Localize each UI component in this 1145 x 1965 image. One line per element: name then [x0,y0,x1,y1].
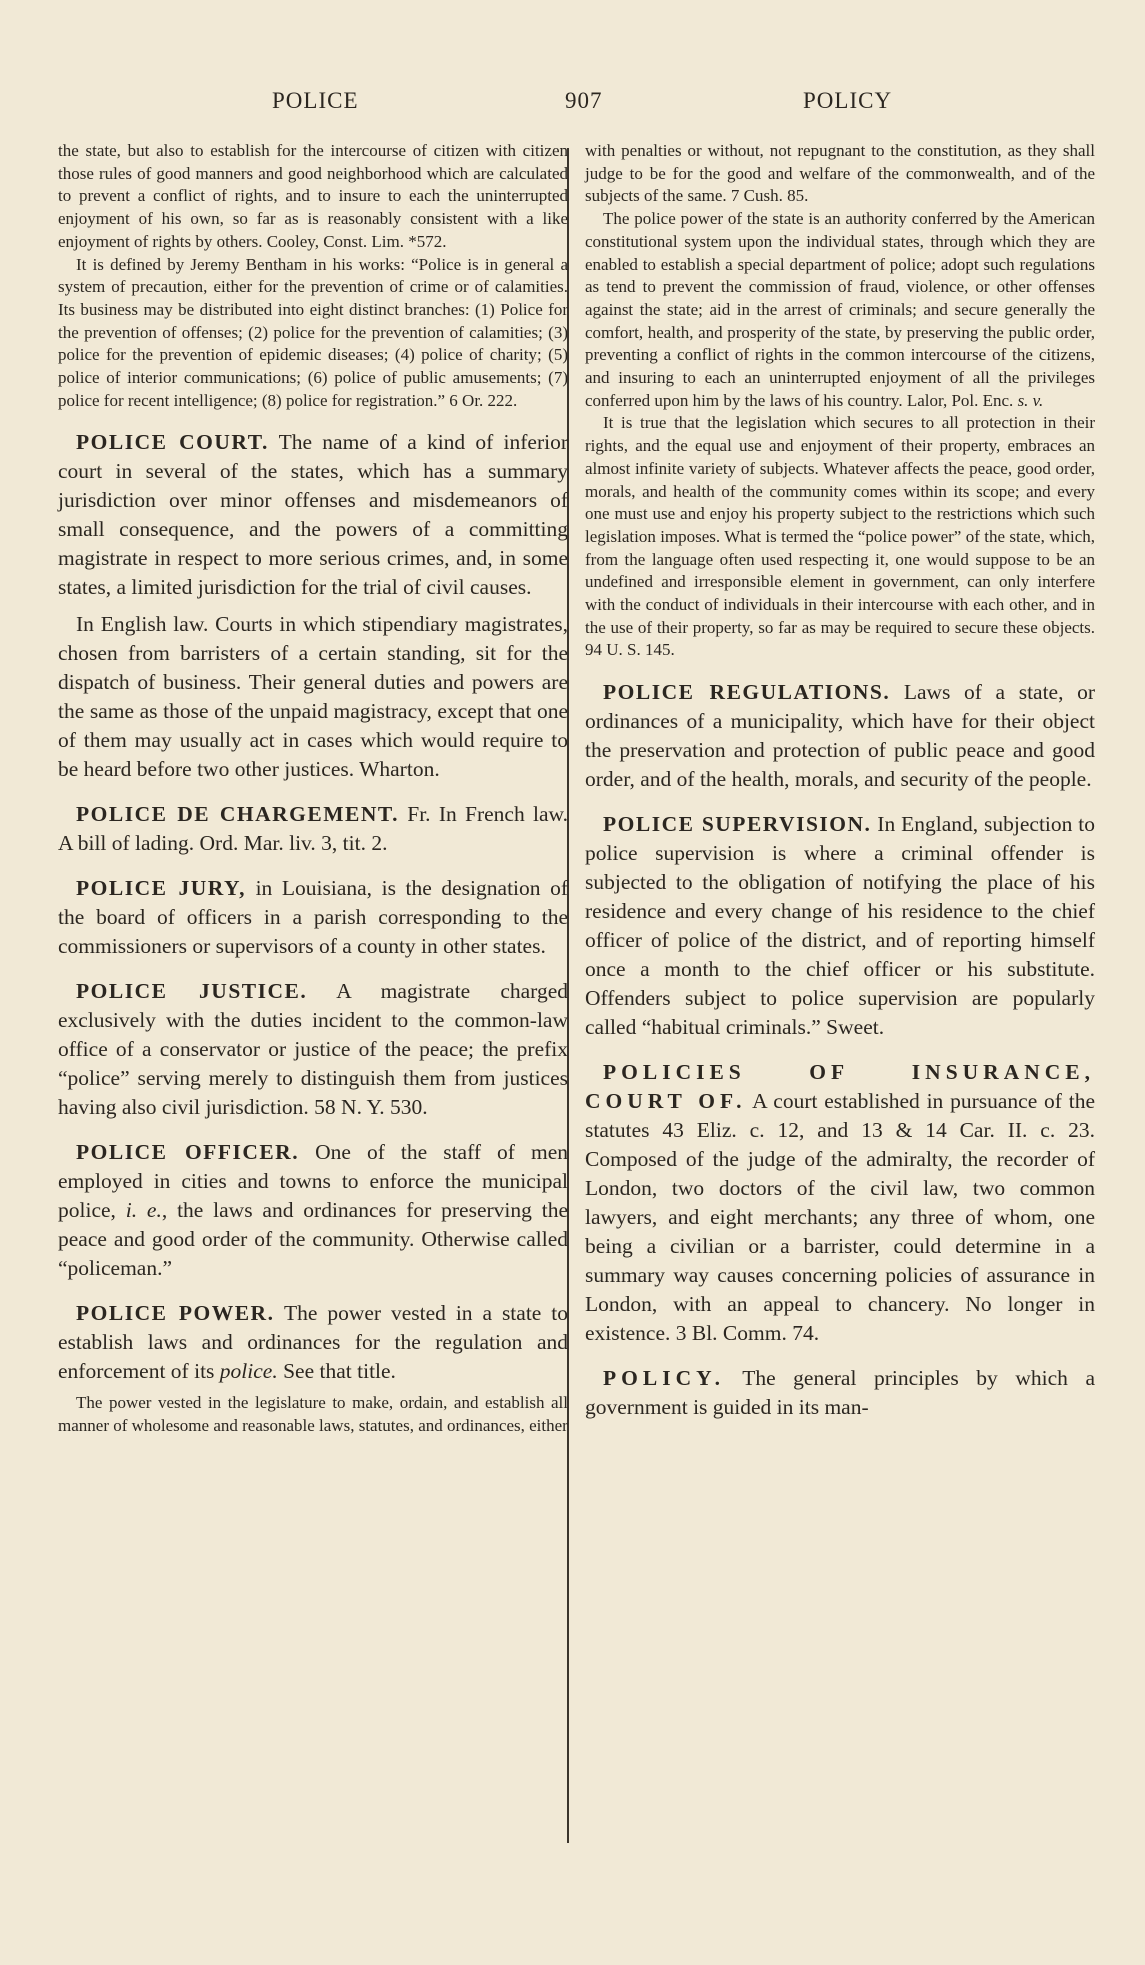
entry-police-supervision [585,810,1095,1042]
entry-definition-cont: See that title. [277,1359,396,1384]
entry-body [58,428,568,602]
entry-body [58,977,568,1122]
entry-body [58,800,568,858]
entry-policies-of-insurance [585,1058,1095,1348]
entry-term: POLICE SUPERVISION. [603,812,872,837]
entry-term: POLICE DE CHARGEMENT. [76,802,399,827]
page-header [0,88,1145,118]
entry-police-court [58,428,568,784]
entry-definition: In England, subjection to police supervision is where a criminal offender is subjected to the obligation of notifying the place of his residence and every change of his residence to the chief officer of police of the district, and of reporting himself once a month to the chief officer or his substitute. Offenders subject to police supervision are popularly called “habitual criminals.” Sweet. [585,812,1095,1040]
entry-term: POLICIES OF INSURANCE, COURT OF. [585,1060,1095,1114]
sub-verbo: s. v. [1017,390,1044,410]
left-guide-word: POLICE [272,88,359,113]
right-column [585,140,1095,1422]
police-power-quote: The power vested in the legislature to make, ordain, and establish all manner of wholesome and reasonable laws, statutes, and ordinances, either [58,1393,568,1436]
entry-police-jury [58,874,568,961]
entry-police-power [58,1299,568,1437]
entry-body [58,1299,568,1386]
entry-police-de-chargement [58,800,568,858]
bentham-definition: It is defined by Jeremy Bentham in his works: “Police is in general a system of precaution, either for the prevention of crime or of calamities. Its business may be distributed into eight distinct branches: (1) Police for the prevention of offenses; (2) police for the prevention of calamities; (3) police for the prevention of epidemic diseases; (4) police of charity; (5) police of interior communications; (6) police of public amusements; (7) police for recent intelligence; (8) police for registration.” 6 Or. 222. [58,254,568,410]
police-power-scope: It is true that the legislation which secures to all protection in their rights, and the equal use and enjoyment of their property, embraces an almost infinite variety of subjects. Whatever affects the peace, good order, morals, and health of the community comes within its scope; and every one must use and enjoy his property subject to the restrictions which such legislation imposes. What is termed the “police power” of the state, which, from the language often used respecting it, one would suppose to be an undefined and irresponsible element in government, can only interfere with the conduct of individuals in their intercourse with each other, and in the use of their property, so far as may be required to secure these objects. 94 U. S. 145. [585,413,1095,660]
entry-definition-cont: , the laws and ordinances for preserving the peace and good order of the community. Otherwise called “policeman.” [58,1198,568,1281]
continued-paragraph: the state, but also to establish for the intercourse of citizen with citizen those rules of good manners and good neighborhood which are calculated to prevent a conflict of rights, and to insure to each the uninterrupted enjoyment of his own, so far as is reasonably consistent with a like enjoyment of rights by others. Cooley, Const. Lim. *572. [58,141,568,251]
police-power-definition [585,208,1095,412]
abbreviation-ie: i. e. [125,1198,162,1223]
entry-body [585,810,1095,1042]
entry-body [585,1364,1095,1422]
entry-definition: Fr. In French law. A bill of lading. Ord. Mar. liv. 3, tit. 2. [58,802,568,856]
entry-term: POLICE REGULATIONS. [603,680,891,705]
left-column [58,140,568,1438]
english-law-paragraph: In English law. Courts in which stipendiary magistrates, chosen from barristers of a certain standing, sit for the dispatch of business. Their general duties and powers are the same as those of the unpaid magistracy, except that one of them may usually act in cases which would require to be heard before two other justices. Wharton. [58,612,568,782]
entry-definition: A magistrate charged exclusively with the duties incident to the common-law office of a conservator or justice of the peace; the prefix “police” serving merely to distinguish them from justices having also civil jurisdiction. 58 N. Y. 530. [58,979,568,1120]
entry-definition: One of the staff of men employed in cities and towns to enforce the municipal police, [58,1140,568,1223]
entry-body [585,678,1095,794]
paragraph-text: The police power of the state is an authority conferred by the American constitutional system upon the individual states, through which they are enabled to establish a special department of police; adopt such regulations as tend to prevent the commission of fraud, violence, or other offenses against the state; aid in the arrest of criminals; and secure generally the comfort, health, and prosperity of the state, by preserving the public order, preventing a conflict of rights in the common intercourse of the citizens, and insuring to each an uninterrupted enjoyment of all the privileges conferred upon him by the laws of his country. Lalor, Pol. Enc. [585,209,1095,410]
entry-term: POLICE JURY, [76,876,246,901]
entry-term: POLICE COURT. [76,430,269,455]
entry-term: POLICE POWER. [76,1301,275,1326]
entry-definition: in Louisiana, is the designation of the board of officers in a parish corresponding to the commissioners or supervisors of a county in other states. [58,876,569,959]
continued-paragraph: with penalties or without, not repugnant to the constitution, as they shall judge to be for the good and welfare of the commonwealth, and of the subjects of the same. 7 Cush. 85. [585,141,1095,206]
entry-term: POLICY. [603,1366,726,1391]
cross-reference: police. [219,1359,278,1384]
entry-definition: A court established in pursuance of the statutes 43 Eliz. c. 12, and 13 & 14 Car. II. c. 23. Composed of the judge of the admiralty, the recorder of London, two doctors of the civil law, two common lawyers, and eight merchants; any three of whom, one being a civilian or a barrister, could determine in a summary way causes concerning policies of assurance in London, with an appeal to chancery. No longer in existence. 3 Bl. Comm. 74. [585,1089,1095,1346]
entry-definition: The power vested in a state to establish laws and ordinances for the regulation and enforcement of its [58,1301,568,1384]
entry-term: POLICE JUSTICE. [76,979,308,1004]
entry-body [58,874,568,961]
entry-body [585,1058,1095,1348]
entry-body [58,1138,568,1283]
entry-term: POLICE OFFICER. [76,1140,300,1165]
entry-policy [585,1364,1095,1422]
right-guide-word: POLICY [803,88,893,113]
entry-police-justice [58,977,568,1122]
entry-police-regulations [585,678,1095,794]
entry-definition: The name of a kind of inferior court in several of the states, which has a summary jurisdiction over minor offenses and misdemeanors of small consequence, and the powers of a committing magistrate in respect to more serious crimes, and, in some states, a limited jurisdiction for the trial of civil causes. [58,430,568,600]
page-number: 907 [565,88,603,113]
entry-definition: The general principles by which a government is guided in its man- [585,1366,1095,1420]
entry-police-officer [58,1138,568,1283]
entry-definition: Laws of a state, or ordinances of a municipality, which have for their object the preservation and protection of public peace and good order, and of the health, morals, and security of the people. [585,680,1095,792]
